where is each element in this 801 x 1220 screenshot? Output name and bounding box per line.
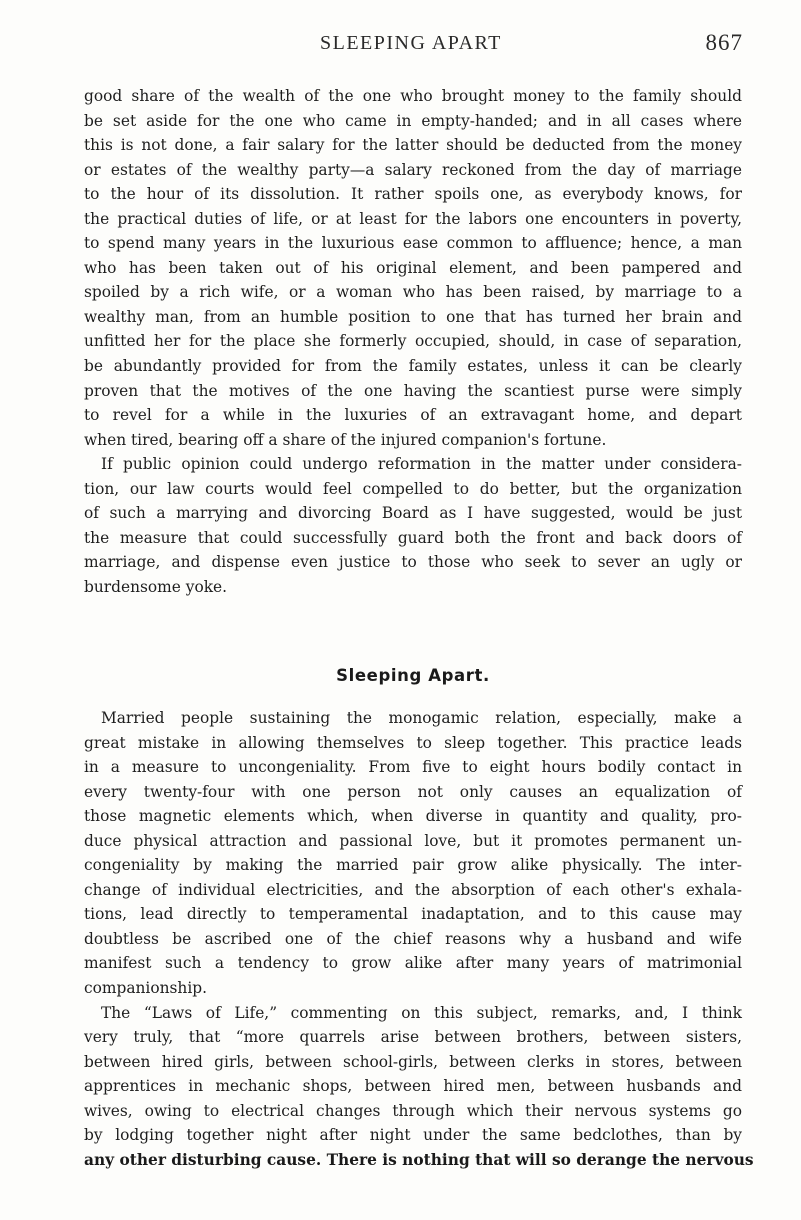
text-line: this is not done, a fair salary for the latter should be deducted from the money xyxy=(84,136,742,155)
text-line: of such a marrying and divorcing Board as I have suggested, would be just xyxy=(84,504,742,523)
text-line: to revel for a while in the luxuries of an extravagant home, and depart xyxy=(84,406,742,425)
text-line: every twenty-four with one person not only causes an equalization of xyxy=(84,782,742,801)
text-line: in a measure to uncongeniality. From five to eight hours bodily contact in xyxy=(84,758,742,777)
section-heading: Sleeping Apart. xyxy=(336,666,490,685)
text-line: Married people sustaining the monogamic relation, especially, make a xyxy=(101,709,742,727)
text-line: the measure that could successfully guard both the front and back doors of xyxy=(84,528,742,547)
text-line: great mistake in allowing themselves to sleep together. This practice leads xyxy=(84,733,742,752)
text-line: good share of the wealth of the one who brought money to the family should xyxy=(84,87,742,105)
text-line: to the hour of its dissolution. It rather spoils one, as everybody knows, for xyxy=(84,185,742,204)
text-line: manifest such a tendency to grow alike after many years of matrimonial xyxy=(84,954,742,973)
page-number: 867 xyxy=(705,30,743,55)
text-line: tions, lead directly to temperamental inadaptation, and to this cause may xyxy=(84,905,742,924)
text-line: when tired, bearing off a share of the injured companion's fortune. xyxy=(84,430,607,449)
text-line: between hired girls, between school-girls, between clerks in stores, between xyxy=(84,1052,742,1071)
text-line: any other disturbing cause. There is nothing that will so derange the nervous xyxy=(84,1150,754,1169)
text-line: those magnetic elements which, when diverse in quantity and quality, pro- xyxy=(84,807,742,826)
text-line: congeniality by making the married pair grow alike physically. The inter- xyxy=(84,856,742,875)
text-line: apprentices in mechanic shops, between hired men, between husbands and xyxy=(84,1077,742,1096)
body-text-section-two xyxy=(84,706,754,1172)
text-line: tion, our law courts would feel compelled to do better, but the organization xyxy=(84,479,742,498)
text-line: duce physical attraction and passional love, but it promotes permanent un- xyxy=(84,831,742,850)
text-line: or estates of the wealthy party—a salary reckoned from the day of marriage xyxy=(84,160,742,179)
running-head xyxy=(84,30,743,64)
text-line: to spend many years in the luxurious ease common to affluence; hence, a man xyxy=(84,234,742,253)
text-line: doubtless be ascribed one of the chief reasons why a husband and wife xyxy=(84,929,742,948)
text-line: If public opinion could undergo reformation in the matter under considera- xyxy=(101,455,742,474)
text-line: unfitted her for the place she formerly occupied, should, in case of separation, xyxy=(84,332,742,351)
text-line: spoiled by a rich wife, or a woman who has been raised, by marriage to a xyxy=(84,283,742,302)
running-title: SLEEPING APART xyxy=(320,32,502,54)
text-line: the practical duties of life, or at least for the labors one encounters in poverty, xyxy=(84,209,742,228)
text-line: change of individual electricities, and the absorption of each other's exhala- xyxy=(84,880,742,899)
text-line: proven that the motives of the one having the scantiest purse were simply xyxy=(84,381,742,400)
text-line: burdensome yoke. xyxy=(84,577,228,596)
text-line: who has been taken out of his original element, and been pampered and xyxy=(84,258,742,277)
text-line: marriage, and dispense even justice to those who seek to sever an ugly or xyxy=(84,553,742,572)
text-line: be set aside for the one who came in empty-handed; and in all cases where xyxy=(84,111,742,130)
text-line: companionship. xyxy=(84,979,207,998)
text-line: The “Laws of Life,” commenting on this subject, remarks, and, I think xyxy=(101,1003,742,1022)
text-line: wives, owing to electrical changes through which their nervous systems go xyxy=(84,1101,742,1120)
text-line: by lodging together night after night under the same bedclothes, than by xyxy=(84,1126,742,1145)
text-line: be abundantly provided for from the family estates, unless it can be clearly xyxy=(84,357,742,376)
text-line: very truly, that “more quarrels arise between brothers, between sisters, xyxy=(84,1028,742,1047)
body-text-section-one xyxy=(84,84,742,599)
text-line: wealthy man, from an humble position to one that has turned her brain and xyxy=(84,307,742,326)
